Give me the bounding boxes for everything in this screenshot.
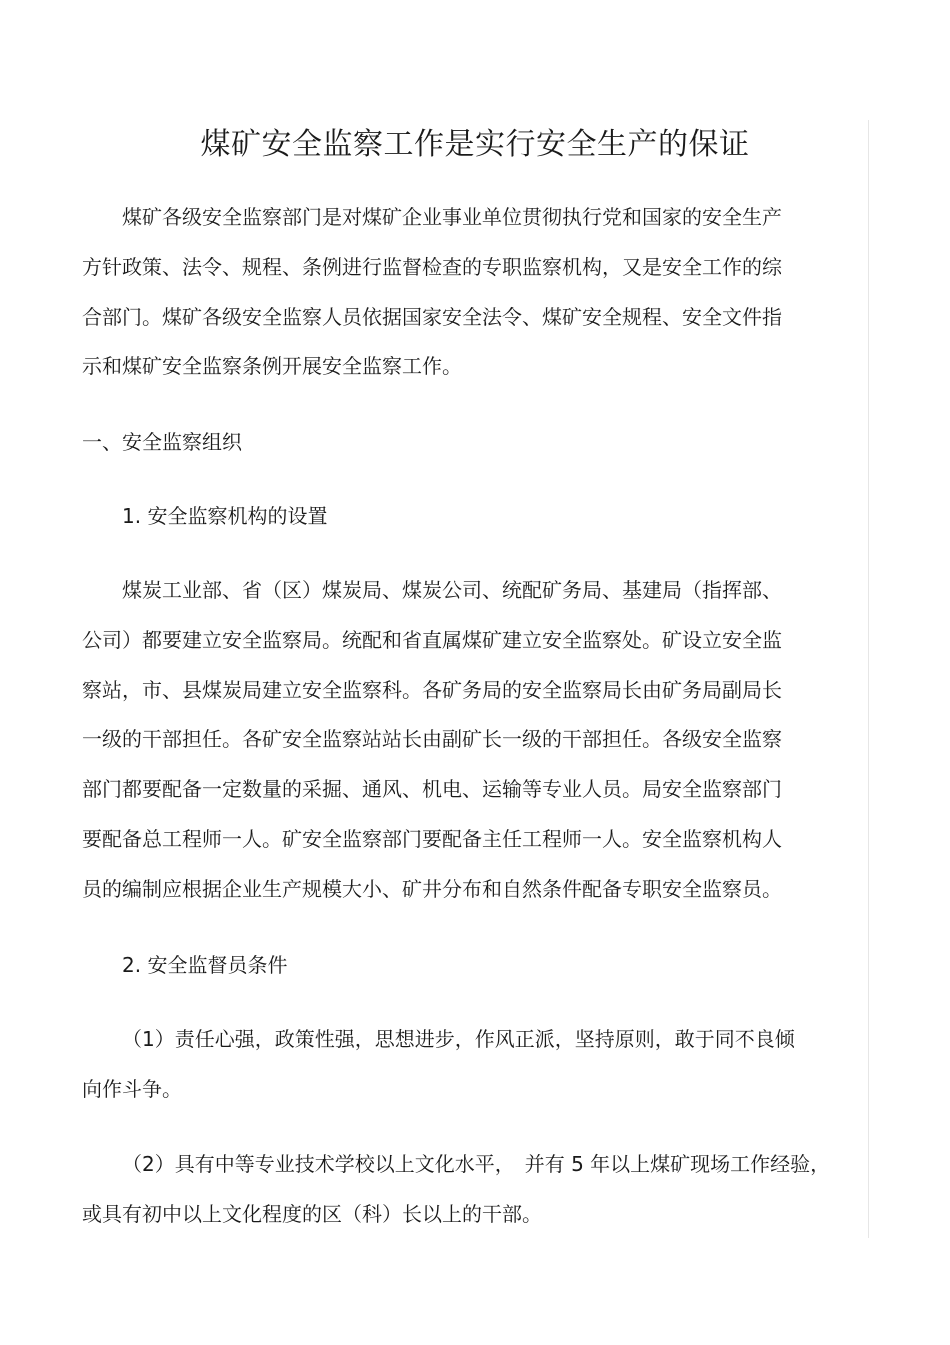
document-title: 煤矿安全监察工作是实行安全生产的保证: [200, 127, 750, 162]
text-line: 煤炭工业部、省（区）煤炭局、煤炭公司、统配矿务局、基建局（指挥部、: [122, 578, 782, 602]
text-line: 公司）都要建立安全监察局。统配和省直属煤矿建立安全监察处。矿设立安全监: [82, 627, 782, 652]
text-line: 方针政策、法令、规程、条例进行监督检查的专职监察机构，又是安全工作的综: [82, 254, 782, 279]
text-line: 员的编制应根据企业生产规模大小、矿井分布和自然条件配备专职安全监察员。: [82, 876, 782, 901]
text-line: 煤矿各级安全监察部门是对煤矿企业事业单位贯彻执行党和国家的安全生产: [122, 205, 782, 229]
subsection-heading: [82, 941, 842, 991]
section-heading: [82, 418, 842, 468]
subsection-1-heading: 1. 安全监察机构的设置: [122, 504, 328, 528]
text-line: 一级的干部担任。各矿安全监察站站长由副矿长一级的干部担任。各级安全监察: [82, 727, 782, 752]
text-line: （1）责任心强，政策性强，思想进步，作风正派，坚持原则，敢于同不良倾: [122, 1027, 795, 1051]
page-edge-rule: [868, 120, 869, 1238]
condition-item-2: [82, 1140, 842, 1240]
intro-paragraph: [82, 193, 842, 392]
text-line: 部门都要配备一定数量的采掘、通风、机电、运输等专业人员。局安全监察部门: [82, 777, 782, 802]
subsection-2-heading: 2. 安全监督员条件: [122, 953, 288, 977]
text-line: 示和煤矿安全监察条例开展安全监察工作。: [82, 354, 462, 379]
condition-item-1: [82, 1015, 842, 1115]
subsection-1-paragraph: [82, 566, 842, 915]
text-line: 或具有初中以上文化程度的区（科）长以上的干部。: [82, 1201, 542, 1226]
text-line: 要配备总工程师一人。矿安全监察部门要配备主任工程师一人。安全监察机构人: [82, 826, 782, 851]
text-line: 察站，市、县煤炭局建立安全监察科。各矿务局的安全监察局长由矿务局副局长: [82, 677, 782, 702]
text-line: 合部门。煤矿各级安全监察人员依据国家安全法令、煤矿安全规程、安全文件指: [82, 304, 782, 329]
subsection-heading: [82, 492, 842, 542]
text-line: 向作斗争。: [82, 1076, 182, 1101]
text-line: （2）具有中等专业技术学校以上文化水平， 并有 5 年以上煤矿现场工作经验，: [122, 1152, 831, 1176]
section-1-heading: 一、安全监察组织: [82, 430, 242, 454]
